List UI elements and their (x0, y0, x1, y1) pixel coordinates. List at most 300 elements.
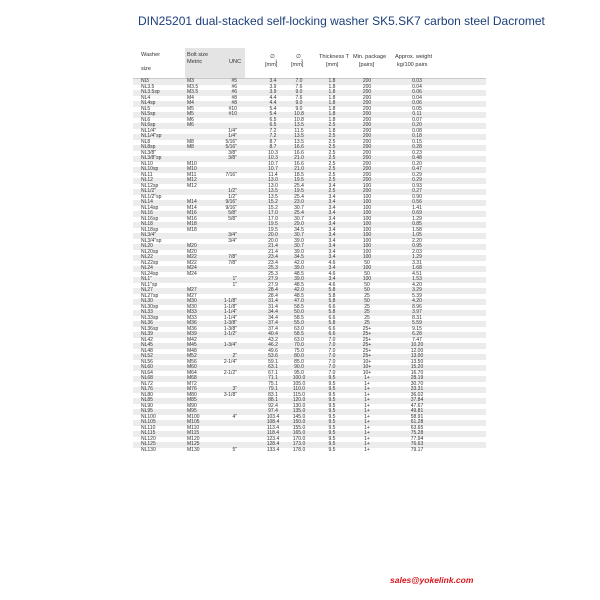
cell-inner-diameter: 28.4 (268, 292, 278, 299)
cell-outer-diameter: 42.0 (294, 287, 304, 293)
cell-thickness: 9.5 (328, 408, 336, 414)
cell-min-package: 1+ (364, 413, 370, 420)
cell-thickness: 2.5 (328, 122, 336, 128)
cell-washer-size: NL90 (141, 402, 153, 409)
cell-min-package: 10+ (362, 364, 372, 370)
cell-weight: 0.04 (412, 83, 422, 90)
cell-washer-size: NL1/4"sp (141, 133, 162, 139)
cell-outer-diameter: 70.0 (294, 342, 304, 348)
cell-thickness: 5.8 (328, 292, 336, 299)
cell-min-package: 100 (362, 243, 372, 249)
cell-outer-diameter: 25.4 (294, 193, 304, 200)
cell-thickness: 2.5 (328, 171, 336, 178)
cell-washer-size: NL6sp (141, 122, 156, 128)
cell-weight: 6.28 (412, 331, 422, 337)
header-washer-size-1: Washer (141, 52, 161, 58)
cell-outer-diameter: 10.8 (294, 116, 304, 123)
cell-washer-size: NL42 (141, 336, 153, 343)
cell-outer-diameter: 50.0 (294, 309, 304, 315)
cell-bolt-metric: M60 (187, 364, 197, 370)
cell-thickness: 9.5 (328, 419, 336, 425)
cell-weight: 4.20 (412, 298, 422, 304)
cell-washer-size: NL14sp (141, 204, 159, 211)
cell-inner-diameter: 17.0 (268, 210, 278, 216)
cell-bolt-metric: M30 (187, 303, 197, 310)
cell-washer-size: NL33 (141, 309, 153, 315)
header-thickness-unit: [mm] (326, 62, 339, 68)
cell-weight: 1.68 (412, 265, 422, 271)
cell-outer-diameter: 80.0 (294, 353, 304, 359)
cell-bolt-metric: M36 (187, 320, 197, 326)
cell-inner-diameter: 10.3 (268, 149, 278, 156)
cell-thickness: 1.8 (328, 100, 336, 106)
cell-thickness: 9.5 (328, 386, 336, 392)
cell-thickness: 4.6 (328, 259, 336, 266)
cell-min-package: 1+ (364, 375, 370, 381)
cell-min-package: 200 (362, 105, 372, 112)
cell-bolt-metric: M120 (187, 435, 200, 442)
cell-inner-diameter: 23.4 (268, 254, 278, 260)
cell-thickness: 1.8 (328, 83, 336, 90)
cell-thickness: 7.0 (328, 369, 336, 376)
cell-outer-diameter: 58.5 (294, 331, 304, 337)
cell-inner-diameter: 27.9 (268, 276, 278, 282)
cell-thickness: 2.5 (328, 166, 336, 172)
cell-weight: 0.69 (412, 210, 422, 216)
cell-inner-diameter: 34.4 (268, 309, 278, 315)
cell-bolt-metric: M3.5 (187, 89, 199, 95)
cell-bolt-unc: 5/16" (225, 144, 237, 150)
cell-inner-diameter: 79.1 (268, 386, 278, 392)
cell-weight: 0.93 (412, 182, 422, 189)
cell-outer-diameter: 173.0 (292, 441, 306, 447)
cell-bolt-metric: M42 (187, 336, 197, 343)
cell-thickness: 7.0 (328, 342, 336, 348)
cell-inner-diameter: 63.1 (268, 364, 278, 370)
header-d2-sub: 2 (301, 58, 304, 63)
cell-inner-diameter: 128.4 (266, 441, 280, 447)
cell-inner-diameter: 113.4 (266, 424, 280, 431)
cell-bolt-metric: M18 (187, 221, 197, 227)
cell-min-package: 200 (362, 116, 372, 123)
cell-inner-diameter: 23.4 (268, 259, 278, 266)
cell-washer-size: NL72 (141, 380, 153, 387)
cell-outer-diameter: 9.0 (295, 100, 303, 106)
cell-bolt-unc: 7/8" (228, 254, 237, 260)
cell-thickness: 2.5 (328, 133, 336, 139)
cell-min-package: 25+ (362, 353, 372, 359)
cell-inner-diameter: 7.2 (269, 127, 277, 134)
cell-bolt-unc: 3/4" (228, 232, 237, 238)
cell-weight: 28.19 (410, 375, 424, 381)
cell-thickness: 2.5 (328, 155, 336, 161)
header-d1-unit: [mm] (265, 62, 278, 68)
cell-washer-size: NL85 (141, 397, 153, 403)
cell-inner-diameter: 133.4 (266, 446, 280, 453)
cell-washer-size: NL18sp (141, 226, 159, 233)
cell-thickness: 2.5 (328, 188, 336, 194)
cell-thickness: 4.6 (328, 281, 336, 288)
cell-bolt-unc: 2" (232, 353, 237, 359)
cell-min-package: 50 (364, 298, 370, 304)
cell-inner-diameter: 46.2 (268, 342, 278, 348)
cell-outer-diameter: 13.5 (294, 138, 304, 145)
cell-washer-size: NL10sp (141, 166, 159, 172)
cell-outer-diameter: 110.0 (292, 386, 306, 392)
cell-weight: 0.20 (412, 122, 422, 128)
cell-outer-diameter: 155.0 (292, 424, 306, 431)
cell-bolt-metric: M36 (187, 325, 197, 332)
cell-inner-diameter: 103.4 (266, 413, 280, 420)
cell-bolt-unc: 7/8" (228, 259, 237, 266)
cell-washer-size: NL3/8"sp (141, 155, 162, 161)
cell-thickness: 9.5 (328, 375, 336, 381)
cell-min-package: 200 (362, 160, 372, 167)
cell-bolt-unc: 4" (232, 413, 237, 420)
cell-weight: 2.20 (412, 237, 422, 244)
cell-washer-size: NL95 (141, 408, 153, 414)
cell-weight: 5.39 (412, 292, 422, 299)
cell-weight: 77.94 (410, 435, 424, 442)
header-weight: Approx. weight (395, 54, 433, 60)
cell-washer-size: NL120 (141, 435, 156, 442)
cell-weight: 75.28 (410, 430, 424, 436)
cell-min-package: 10+ (362, 369, 372, 376)
cell-outer-diameter: 150.0 (292, 419, 306, 425)
cell-weight: 0.20 (412, 160, 422, 167)
cell-thickness: 3.4 (328, 276, 336, 282)
cell-washer-size: NL27sp (141, 292, 159, 299)
cell-washer-size: NL45 (141, 342, 153, 348)
cell-washer-size: NL3/4" (141, 232, 157, 238)
cell-bolt-metric: M12 (187, 182, 197, 189)
cell-bolt-metric: M20 (187, 243, 197, 249)
cell-washer-size: NL3/4"sp (141, 237, 162, 244)
cell-min-package: 1+ (364, 441, 370, 447)
cell-weight: 0.85 (412, 221, 422, 227)
cell-min-package: 1+ (364, 408, 370, 414)
cell-bolt-metric: M95 (187, 408, 197, 414)
cell-inner-diameter: 17.0 (268, 215, 278, 222)
cell-min-package: 100 (362, 276, 372, 282)
cell-bolt-unc: #6 (231, 89, 237, 95)
cell-weight: 0.27 (412, 188, 422, 194)
header-d2-symbol: ∅ (296, 54, 301, 60)
cell-outer-diameter: 39.0 (294, 276, 304, 282)
cell-weight: 1.29 (412, 215, 422, 222)
cell-thickness: 3.4 (328, 226, 336, 233)
header-package: Min. package (353, 54, 387, 60)
cell-weight: 8.96 (412, 303, 422, 310)
cell-outer-diameter: 48.5 (294, 270, 304, 277)
cell-washer-size: NL39 (141, 331, 153, 337)
cell-weight: 0.15 (412, 138, 422, 145)
cell-weight: 0.04 (412, 94, 422, 101)
cell-washer-size: NL20sp (141, 248, 159, 255)
cell-min-package: 100 (362, 254, 372, 260)
cell-washer-size: NL24sp (141, 270, 159, 277)
cell-bolt-unc: 3/8" (228, 155, 237, 161)
cell-bolt-unc: 1-3/8" (223, 320, 237, 326)
cell-thickness: 3.4 (328, 248, 336, 255)
cell-bolt-metric: M100 (187, 413, 200, 420)
cell-min-package: 25 (364, 309, 370, 315)
cell-inner-diameter: 83.1 (268, 391, 278, 398)
cell-outer-diameter: 16.6 (294, 149, 304, 156)
cell-washer-size: NL5sp (141, 111, 156, 117)
page-title: DIN25201 dual-stacked self-locking washer SK5.SK7 carbon steel Dacromet (138, 14, 545, 28)
cell-washer-size: NL80 (141, 391, 153, 398)
cell-outer-diameter: 25.4 (294, 182, 304, 189)
cell-washer-size: NL36 (141, 320, 153, 326)
cell-inner-diameter: 108.4 (266, 419, 280, 425)
header-metric: Metric (187, 59, 203, 65)
cell-outer-diameter: 75.0 (294, 347, 304, 354)
cell-inner-diameter: 5.4 (269, 105, 277, 112)
cell-bolt-metric: M64 (187, 369, 197, 376)
cell-bolt-metric: M11 (187, 171, 197, 178)
cell-outer-diameter: 145.0 (292, 413, 306, 420)
cell-min-package: 100 (362, 232, 372, 238)
cell-weight: 49.81 (410, 408, 424, 414)
cell-bolt-metric: M85 (187, 397, 197, 403)
cell-inner-diameter: 28.4 (268, 287, 278, 293)
cell-bolt-metric: M27 (187, 287, 197, 293)
cell-weight: 7.47 (412, 336, 422, 343)
cell-bolt-unc: 5/8" (228, 210, 237, 216)
cell-weight: 3.29 (412, 287, 422, 293)
cell-washer-size: NL30 (141, 298, 153, 304)
cell-inner-diameter: 67.1 (268, 369, 278, 376)
cell-bolt-unc: #8 (231, 100, 237, 106)
cell-bolt-unc: 1/4" (228, 127, 237, 134)
cell-thickness: 7.0 (328, 364, 336, 370)
cell-outer-diameter: 63.0 (294, 325, 304, 332)
cell-washer-size: NL64 (141, 369, 153, 376)
cell-bolt-unc: 5/16" (225, 138, 237, 145)
cell-inner-diameter: 3.9 (269, 89, 277, 95)
cell-outer-diameter: 34.5 (294, 254, 304, 260)
cell-outer-diameter: 34.5 (294, 226, 304, 233)
cell-bolt-unc: 1/2" (228, 193, 237, 200)
cell-thickness: 2.5 (328, 160, 336, 167)
cell-outer-diameter: 29.0 (294, 221, 304, 227)
cell-bolt-unc: #10 (228, 111, 237, 117)
cell-inner-diameter: 13.5 (268, 188, 278, 194)
cell-bolt-metric: M12 (187, 177, 197, 183)
cell-bolt-metric: M20 (187, 248, 197, 255)
cell-weight: 0.95 (412, 243, 422, 249)
cell-bolt-metric: M39 (187, 331, 197, 337)
cell-bolt-unc: #6 (231, 83, 237, 90)
cell-weight: 4.20 (412, 281, 422, 288)
cell-min-package: 25+ (362, 347, 372, 354)
cell-outer-diameter: 30.7 (294, 215, 304, 222)
cell-inner-diameter: 10.3 (268, 155, 278, 161)
cell-washer-size: NL3.5sp (141, 89, 160, 95)
cell-thickness: 1.8 (328, 116, 336, 123)
cell-outer-diameter: 39.0 (294, 237, 304, 244)
cell-min-package: 200 (362, 155, 372, 161)
cell-weight: 0.47 (412, 166, 422, 172)
cell-bolt-metric: M33 (187, 309, 197, 315)
cell-washer-size: NL48 (141, 347, 153, 354)
cell-weight: 1.41 (412, 204, 422, 211)
cell-inner-diameter: 13.5 (268, 193, 278, 200)
cell-thickness: 4.6 (328, 270, 336, 277)
cell-min-package: 100 (362, 226, 372, 233)
cell-outer-diameter: 47.0 (294, 298, 304, 304)
cell-inner-diameter: 6.5 (269, 116, 277, 123)
cell-outer-diameter: 120.0 (292, 397, 306, 403)
cell-inner-diameter: 6.5 (269, 122, 277, 128)
cell-min-package: 1+ (364, 380, 370, 387)
cell-weight: 1.58 (412, 226, 422, 233)
cell-inner-diameter: 4.4 (269, 94, 277, 101)
cell-washer-size: NL16 (141, 210, 153, 216)
cell-washer-size: NL22sp (141, 259, 159, 266)
cell-min-package: 25 (364, 314, 370, 321)
cell-washer-size: NL68 (141, 375, 153, 381)
cell-washer-size: NL18 (141, 221, 153, 227)
cell-weight: 79.17 (410, 446, 424, 453)
cell-outer-diameter: 18.5 (294, 171, 304, 178)
cell-min-package: 100 (362, 215, 372, 222)
cell-thickness: 6.6 (328, 303, 336, 310)
cell-thickness: 6.6 (328, 314, 336, 321)
cell-min-package: 200 (362, 89, 372, 95)
cell-min-package: 50 (364, 259, 370, 266)
cell-bolt-unc: 1" (232, 276, 237, 282)
cell-weight: 36.02 (410, 391, 424, 398)
cell-min-package: 1+ (364, 424, 370, 431)
cell-washer-size: NL22 (141, 254, 153, 260)
cell-weight: 0.56 (412, 199, 422, 205)
cell-outer-diameter: 130.0 (292, 402, 306, 409)
cell-thickness: 3.4 (328, 221, 336, 227)
cell-bolt-metric: M18 (187, 226, 197, 233)
cell-outer-diameter: 170.0 (292, 435, 306, 442)
cell-min-package: 200 (362, 94, 372, 101)
table-row (133, 448, 486, 454)
cell-thickness: 2.5 (328, 144, 336, 150)
header-unc: UNC (229, 59, 242, 65)
cell-washer-size: NL1/2" (141, 188, 157, 194)
cell-bolt-metric: M14 (187, 199, 197, 205)
cell-bolt-unc: 1-3/8" (223, 325, 237, 332)
cell-washer-size: NL1/4" (141, 127, 157, 134)
cell-bolt-metric: M14 (187, 204, 197, 211)
cell-bolt-unc: 1-1/8" (223, 298, 237, 304)
contact-email[interactable]: sales@yokelink.com (390, 575, 474, 585)
cell-thickness: 6.6 (328, 325, 336, 332)
header-d1-symbol: ∅ (270, 54, 275, 60)
cell-inner-diameter: 3.4 (269, 78, 277, 84)
cell-inner-diameter: 97.4 (268, 408, 278, 414)
cell-thickness: 7.0 (328, 336, 336, 343)
cell-outer-diameter: 9.0 (295, 89, 303, 95)
cell-min-package: 200 (362, 133, 372, 139)
cell-washer-size: NL130 (141, 446, 156, 453)
cell-outer-diameter: 95.0 (294, 369, 304, 376)
cell-washer-size: NL125 (141, 441, 156, 447)
cell-inner-diameter: 4.4 (269, 100, 277, 106)
cell-washer-size: NL110 (141, 424, 156, 431)
cell-outer-diameter: 13.5 (294, 133, 304, 139)
cell-bolt-metric: M22 (187, 259, 197, 266)
cell-weight: 13.00 (410, 353, 424, 359)
cell-bolt-unc: 9/16" (225, 204, 237, 211)
cell-outer-diameter: 135.0 (292, 408, 306, 414)
cell-outer-diameter: 58.5 (294, 314, 304, 321)
cell-inner-diameter: 75.1 (268, 380, 278, 387)
cell-weight: 30.70 (410, 380, 424, 387)
cell-inner-diameter: 19.5 (268, 221, 278, 227)
cell-thickness: 3.4 (328, 193, 336, 200)
cell-min-package: 25+ (362, 325, 372, 332)
cell-weight: 0.18 (412, 133, 422, 139)
cell-weight: 3.97 (412, 309, 422, 315)
cell-bolt-metric: M72 (187, 380, 197, 387)
cell-weight: 8.31 (412, 314, 422, 321)
cell-bolt-unc: #10 (228, 105, 237, 112)
cell-inner-diameter: 20.0 (268, 237, 278, 244)
cell-outer-diameter: 48.5 (294, 281, 304, 288)
cell-min-package: 200 (362, 149, 372, 156)
cell-thickness: 5.8 (328, 320, 336, 326)
cell-inner-diameter: 21.4 (268, 248, 278, 255)
cell-thickness: 3.4 (328, 265, 336, 271)
cell-bolt-unc: 1-1/8" (223, 303, 237, 310)
cell-outer-diameter: 7.0 (295, 78, 303, 84)
cell-outer-diameter: 7.6 (295, 83, 303, 90)
cell-bolt-unc: 5/8" (228, 215, 237, 222)
cell-weight: 0.06 (412, 89, 422, 95)
cell-bolt-metric: M33 (187, 314, 197, 321)
cell-bolt-metric: M130 (187, 446, 200, 453)
cell-bolt-unc: 2-1/2" (223, 369, 237, 376)
cell-outer-diameter: 39.0 (294, 248, 304, 255)
cell-weight: 37.84 (410, 397, 424, 403)
cell-bolt-metric: M10 (187, 166, 197, 172)
cell-thickness: 1.8 (328, 111, 336, 117)
cell-weight: 0.29 (412, 177, 422, 183)
header-bolt-size: Bolt size (187, 52, 209, 58)
cell-thickness: 9.5 (328, 430, 336, 436)
cell-inner-diameter: 25.3 (268, 265, 278, 271)
cell-inner-diameter: 40.4 (268, 331, 278, 337)
cell-weight: 4.51 (412, 270, 422, 277)
cell-outer-diameter: 63.0 (294, 336, 304, 343)
cell-weight: 76.63 (410, 441, 424, 447)
cell-inner-diameter: 37.4 (268, 320, 278, 326)
cell-outer-diameter: 16.6 (294, 160, 304, 167)
cell-min-package: 100 (362, 182, 372, 189)
cell-min-package: 200 (362, 127, 372, 134)
cell-bolt-metric: M27 (187, 292, 197, 299)
cell-min-package: 1+ (364, 419, 370, 425)
cell-thickness: 3.4 (328, 199, 336, 205)
cell-thickness: 7.0 (328, 347, 336, 354)
cell-washer-size: NL11 (141, 171, 153, 178)
cell-thickness: 5.8 (328, 287, 336, 293)
cell-washer-size: NL3.5 (141, 83, 155, 90)
cell-bolt-unc: 1-1/4" (223, 309, 237, 315)
cell-bolt-unc: 9/16" (225, 199, 237, 205)
cell-weight: 0.90 (412, 193, 422, 200)
cell-washer-size: NL1"sp (141, 281, 158, 288)
cell-weight: 63.65 (410, 424, 424, 431)
